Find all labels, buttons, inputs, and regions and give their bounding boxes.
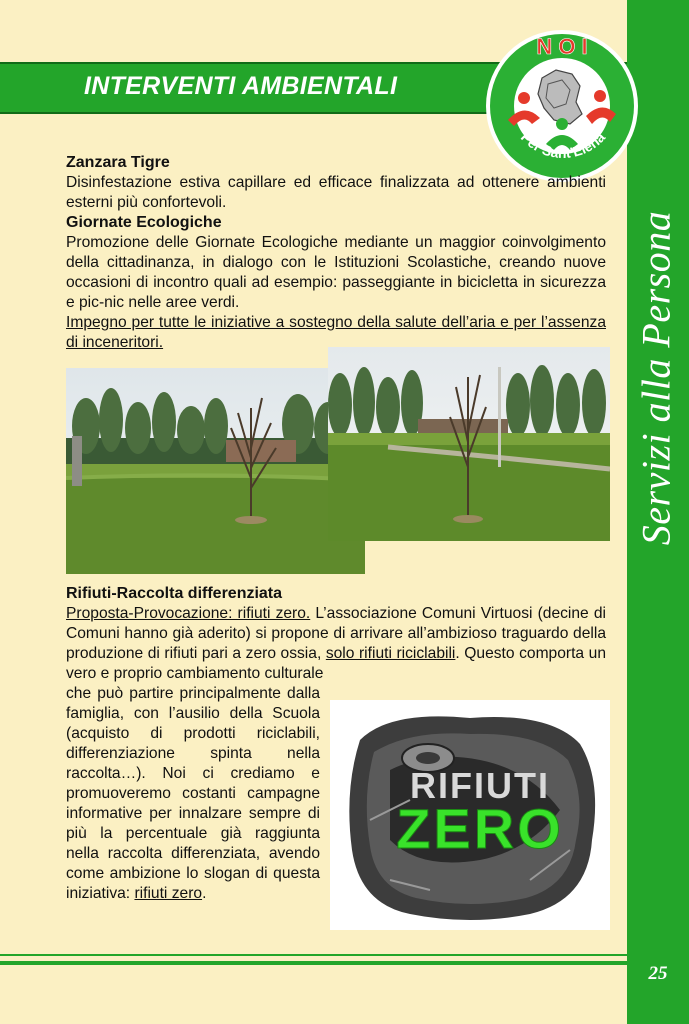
proposta-text: L’associazione Comuni Virtuosi (decine di Comuni hanno già aderito) si propone di arrivare all’ambizioso traguardo della produzione di rifiuti pari a zero ossia, xyxy=(66,605,606,662)
page-number: 25 xyxy=(648,963,668,984)
poster-line1: RIFIUTI xyxy=(410,765,550,806)
heading-rifiuti: Rifiuti-Raccolta differenziata xyxy=(66,585,283,602)
sidebar-title: Servizi alla Persona xyxy=(633,210,679,546)
proposta-underlined: Proposta-Provocazione: rifiuti zero. xyxy=(66,605,311,622)
heading-zanzara: Zanzara Tigre xyxy=(66,154,170,171)
page-title: INTERVENTI AMBIENTALI xyxy=(84,72,398,100)
famiglia-text: che può partire principalmente dalla famiglia, con l’ausilio della Scuola (acquisto di prodotti riciclabili, differenziazione spinta nella raccolta…). Noi ci crediamo e promuoveremo costanti campagne informative per innalzare sempre di più la percentuale già raggiunta nella raccolta differenziata, avendo come ambizione lo slogan di questa iniziativa: xyxy=(66,685,320,902)
footer-rule-thick xyxy=(0,961,627,965)
heading-giornate: Giornate Ecologiche xyxy=(66,214,222,231)
giornate-text: Promozione delle Giornate Ecologiche mediante un maggior coinvolgimento della cittadinanza, in dialogo con le Istituzioni Scolastiche, creando nuove occasioni di incontro quali ad esempio: passeggiante in bicicletta in sicurezza e pic-nic nelle aree verdi. xyxy=(66,234,606,311)
footer-rule-thin xyxy=(0,954,627,956)
slogan-end: . xyxy=(202,885,207,902)
rifiuti-intro xyxy=(66,604,606,684)
slogan-link: rifiuti zero xyxy=(134,885,203,902)
impegno-text: Impegno per tutte le iniziative a sostegno della salute dell’aria e per l’assenza di inceneritori. xyxy=(66,314,606,351)
logo-top-text: N O I xyxy=(536,34,588,59)
rifiuti-zero-image xyxy=(330,700,610,930)
poster-line2: ZERO xyxy=(396,797,564,860)
content-top xyxy=(66,153,606,353)
park-photo-left xyxy=(66,368,365,574)
riciclabili-underlined: solo rifiuti riciclabili xyxy=(325,645,456,662)
zanzara-text: Disinfestazione estiva capillare ed efficace finalizzata ad ottenere ambienti esterni più confortevoli. xyxy=(66,174,606,211)
logo-bottom-text: Per Sant'Elena xyxy=(517,128,609,161)
park-photo-right xyxy=(328,347,610,541)
rifiuti-wrap-text xyxy=(66,684,320,904)
cambiamento-text: . Questo comporta un vero e proprio cambiamento culturale xyxy=(66,645,606,682)
content-rifiuti xyxy=(66,584,606,684)
